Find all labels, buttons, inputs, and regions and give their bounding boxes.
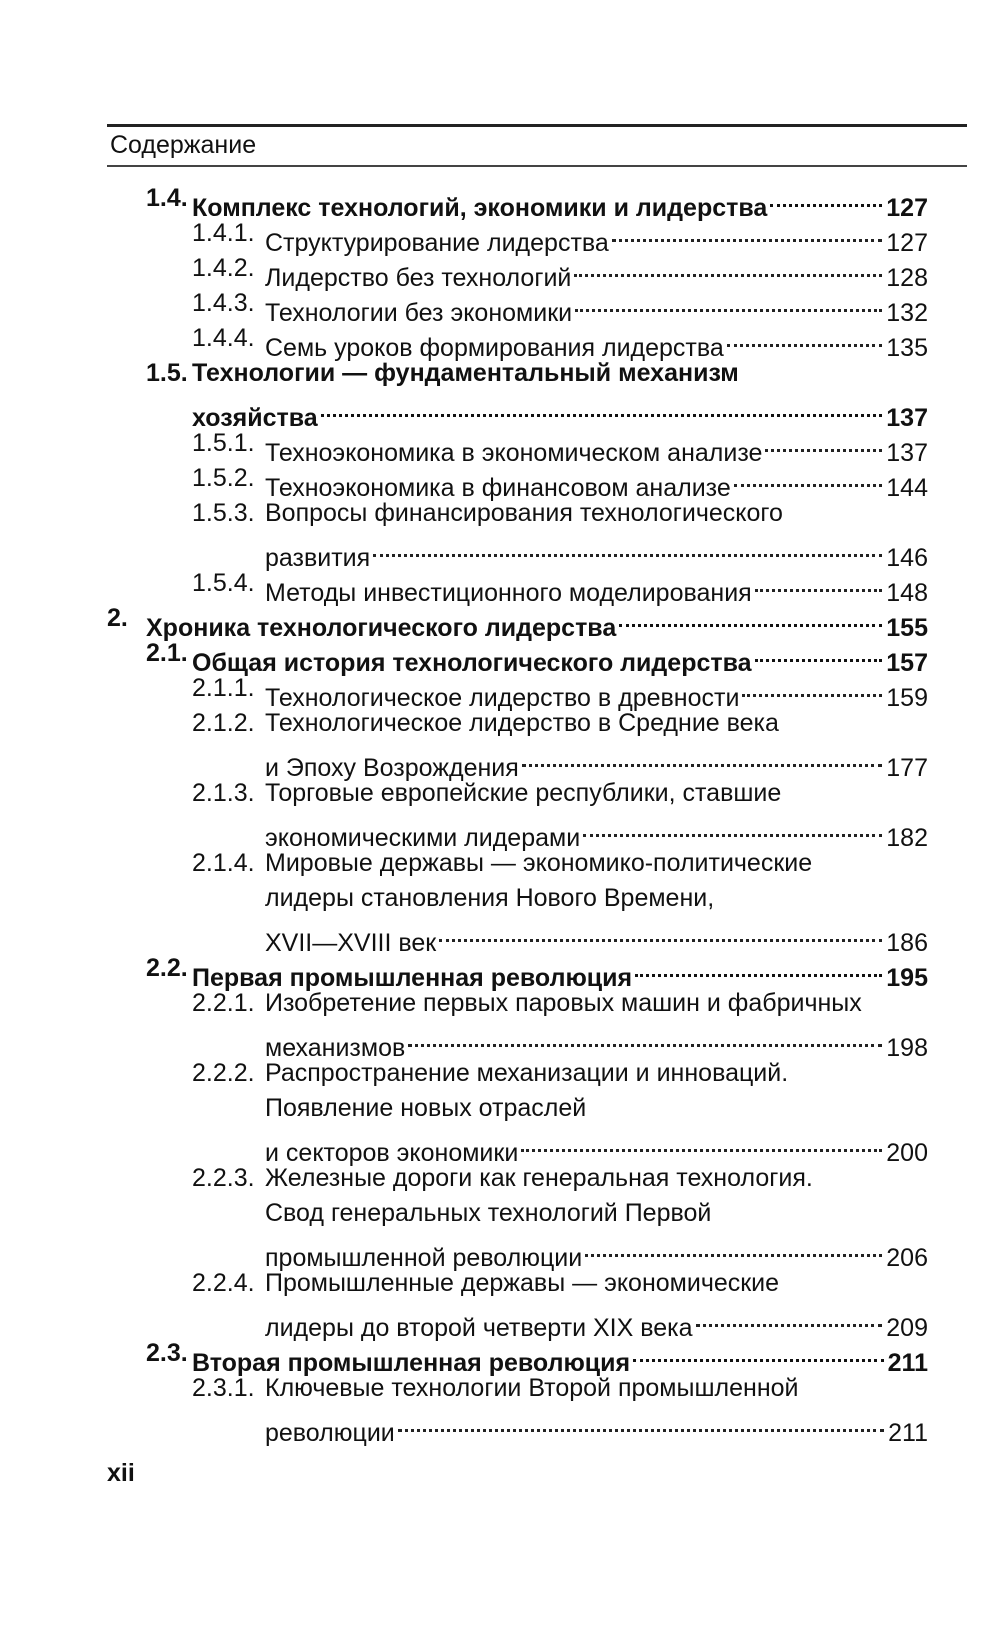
toc-entry-number: 2.2.4.: [192, 1269, 255, 1297]
toc-entry-number: 1.5.4.: [192, 569, 255, 597]
toc-entry-title: Первая промышленная революция: [192, 964, 633, 992]
toc-entry: [0, 1091, 1000, 1126]
toc-entry-title: механизмов: [265, 1034, 406, 1062]
toc-entry-page-number: 137: [886, 439, 928, 467]
toc-entry: [0, 916, 1000, 957]
toc-entry: [0, 321, 1000, 362]
toc-entry-title: Технологическое лидерство в древности: [265, 684, 740, 712]
toc-entry-title: Свод генеральных технологий Первой: [265, 1199, 712, 1227]
dot-leader: [742, 671, 882, 706]
dot-leader: [633, 1336, 884, 1371]
toc-entry-page-number: 157: [886, 649, 928, 677]
toc-entry: [0, 951, 1000, 992]
dot-leader: [755, 636, 883, 671]
toc-entry: [0, 1301, 1000, 1342]
toc-entry-number: 2.3.1.: [192, 1374, 255, 1402]
toc-entry-number: 2.1.: [146, 639, 188, 667]
toc-entry-number: 1.5.3.: [192, 499, 255, 527]
dot-leader: [585, 1231, 882, 1266]
table-of-contents: [0, 181, 1000, 1447]
toc-entry-title: хозяйства: [192, 404, 318, 432]
toc-entry-title: Изобретение первых паровых машин и фабричных: [265, 989, 862, 1017]
toc-entry-page-number: 195: [886, 964, 928, 992]
toc-entry-page-number: 155: [886, 614, 928, 642]
toc-entry: [0, 1196, 1000, 1231]
toc-entry: [0, 251, 1000, 292]
toc-entry-title: Хроника технологического лидерства: [146, 614, 617, 642]
toc-entry-number: 1.4.4.: [192, 324, 255, 352]
toc-entry-page-number: 128: [886, 264, 928, 292]
toc-entry-page-number: 159: [886, 684, 928, 712]
toc-entry-title: Технологии без экономики: [265, 299, 573, 327]
toc-entry-title: лидеры до второй четверти XIX века: [265, 1314, 693, 1342]
dot-leader: [321, 391, 883, 426]
dot-leader: [765, 426, 882, 461]
toc-entry-number: 2.2.3.: [192, 1164, 255, 1192]
toc-entry-page-number: 148: [886, 579, 928, 607]
toc-entry: [0, 1266, 1000, 1301]
running-header-title: Содержание: [110, 131, 257, 159]
toc-entry-number: 2.1.4.: [192, 849, 255, 877]
toc-entry: [0, 566, 1000, 607]
toc-entry-title: Вопросы финансирования технологического: [265, 499, 783, 527]
toc-entry-page-number: 127: [886, 229, 928, 257]
toc-entry-title: Общая история технологического лидерства: [192, 649, 752, 677]
toc-entry-title: развития: [265, 544, 371, 572]
toc-entry-number: 2.1.1.: [192, 674, 255, 702]
toc-entry-title: революции: [265, 1419, 395, 1447]
toc-entry-page-number: 211: [888, 1419, 928, 1447]
dot-leader: [727, 321, 882, 356]
toc-entry: [0, 496, 1000, 531]
toc-entry-page-number: 182: [886, 824, 928, 852]
toc-entry-title: и секторов экономики: [265, 1139, 519, 1167]
toc-entry-title: Методы инвестиционного моделирования: [265, 579, 752, 607]
toc-entry: [0, 741, 1000, 782]
toc-entry-title: Структурирование лидерства: [265, 229, 609, 257]
toc-entry-number: 2.1.2.: [192, 709, 255, 737]
toc-entry: [0, 531, 1000, 572]
toc-entry: [0, 811, 1000, 852]
toc-entry-title: Железные дороги как генеральная технология.: [265, 1164, 813, 1192]
toc-entry-page-number: 198: [886, 1034, 928, 1062]
dot-leader: [408, 1021, 882, 1056]
dot-leader: [583, 811, 882, 846]
toc-entry-title: XVII—XVIII век: [265, 929, 437, 957]
toc-entry-title: Семь уроков формирования лидерства: [265, 334, 724, 362]
toc-entry-page-number: 206: [886, 1244, 928, 1272]
page-folio: xii: [107, 1459, 135, 1487]
dot-leader: [696, 1301, 883, 1336]
toc-entry-title: Техноэкономика в экономическом анализе: [265, 439, 763, 467]
toc-entry-number: 2.2.: [146, 954, 188, 982]
toc-entry: [0, 286, 1000, 327]
toc-entry: [0, 986, 1000, 1021]
dot-leader: [635, 951, 882, 986]
toc-entry-number: 1.4.: [146, 184, 188, 212]
toc-entry-title: Распространение механизации и инноваций.: [265, 1059, 789, 1087]
dot-leader: [373, 531, 882, 566]
toc-entry-title: Появление новых отраслей: [265, 1094, 587, 1122]
toc-entry: [0, 1161, 1000, 1196]
toc-entry: [0, 216, 1000, 257]
dot-leader: [398, 1406, 884, 1441]
toc-entry-number: 1.5.1.: [192, 429, 255, 457]
dot-leader: [439, 916, 882, 951]
toc-entry-title: экономическими лидерами: [265, 824, 581, 852]
toc-entry-page-number: 200: [886, 1139, 928, 1167]
toc-entry: [0, 1406, 1000, 1447]
toc-entry: [0, 1336, 1000, 1377]
toc-entry: [0, 1056, 1000, 1091]
toc-entry-title: Торговые европейские республики, ставшие: [265, 779, 782, 807]
toc-entry-title: Лидерство без технологий: [265, 264, 572, 292]
toc-entry-page-number: 135: [886, 334, 928, 362]
toc-entry-title: Вторая промышленная революция: [192, 1349, 631, 1377]
toc-entry-title: Комплекс технологий, экономики и лидерства: [192, 194, 768, 222]
toc-entry: [0, 636, 1000, 677]
toc-entry-page-number: 137: [886, 404, 928, 432]
toc-entry-number: 2.3.: [146, 1339, 188, 1367]
toc-entry-number: 2.2.1.: [192, 989, 255, 1017]
toc-entry-page-number: 144: [886, 474, 928, 502]
toc-entry-number: 2.2.2.: [192, 1059, 255, 1087]
toc-entry: [0, 1021, 1000, 1062]
toc-entry-title: Технологическое лидерство в Средние века: [265, 709, 779, 737]
toc-entry-number: 2.1.3.: [192, 779, 255, 807]
toc-entry: [0, 181, 1000, 222]
toc-entry-number: 1.4.3.: [192, 289, 255, 317]
dot-leader: [522, 741, 882, 776]
toc-entry: [0, 776, 1000, 811]
toc-entry-title: Ключевые технологии Второй промышленной: [265, 1374, 799, 1402]
toc-entry-page-number: 127: [886, 194, 928, 222]
toc-entry: [0, 426, 1000, 467]
dot-leader: [755, 566, 883, 601]
toc-entry: [0, 706, 1000, 741]
toc-entry-page-number: 146: [886, 544, 928, 572]
toc-entry-number: 1.5.2.: [192, 464, 255, 492]
toc-entry: [0, 461, 1000, 502]
toc-entry: [0, 671, 1000, 712]
toc-entry-title: Технологии — фундаментальный механизм: [192, 359, 739, 387]
dot-leader: [734, 461, 883, 496]
header-rule-top: [107, 124, 967, 127]
toc-entry: [0, 356, 1000, 391]
toc-entry-page-number: 177: [886, 754, 928, 782]
toc-entry-page-number: 186: [886, 929, 928, 957]
toc-entry-title: лидеры становления Нового Времени,: [265, 884, 715, 912]
toc-entry-page-number: 211: [887, 1349, 928, 1377]
toc-entry-page-number: 209: [886, 1314, 928, 1342]
toc-entry-number: 1.4.1.: [192, 219, 255, 247]
dot-leader: [574, 251, 882, 286]
toc-entry-title: промышленной революции: [265, 1244, 583, 1272]
dot-leader: [619, 601, 882, 636]
dot-leader: [575, 286, 882, 321]
toc-entry: [0, 881, 1000, 916]
toc-entry: [0, 601, 1000, 642]
toc-entry-number: 2.: [107, 604, 128, 632]
toc-entry-number: 1.5.: [146, 359, 188, 387]
dot-leader: [612, 216, 882, 251]
toc-entry-title: и Эпоху Возрождения: [265, 754, 519, 782]
toc-entry-page-number: 132: [886, 299, 928, 327]
toc-entry: [0, 1126, 1000, 1167]
toc-entry-title: Мировые державы — экономико-политические: [265, 849, 813, 877]
toc-entry: [0, 1371, 1000, 1406]
toc-entry: [0, 391, 1000, 432]
toc-entry-title: Промышленные державы — экономические: [265, 1269, 780, 1297]
toc-entry-title: Техноэкономика в финансовом анализе: [265, 474, 731, 502]
header-rule-bottom: [107, 165, 967, 167]
toc-entry: [0, 846, 1000, 881]
dot-leader: [521, 1126, 882, 1161]
toc-entry: [0, 1231, 1000, 1272]
dot-leader: [770, 181, 882, 216]
toc-entry-number: 1.4.2.: [192, 254, 255, 282]
